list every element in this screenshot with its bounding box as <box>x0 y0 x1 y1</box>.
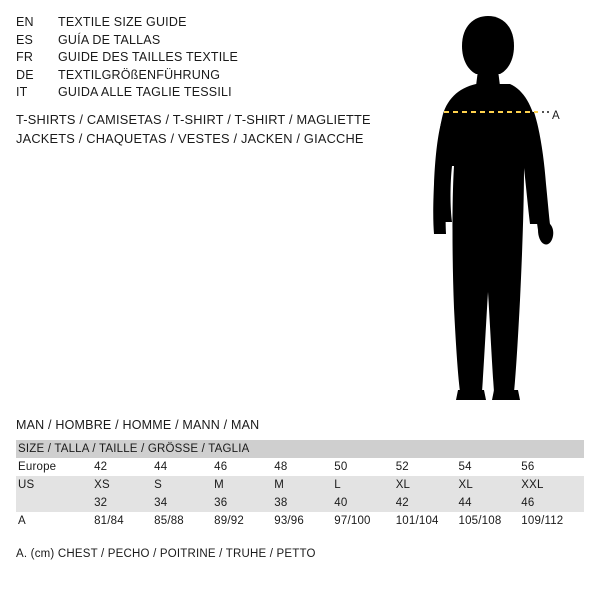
language-row <box>16 67 376 85</box>
table-row <box>16 476 584 494</box>
cell: M <box>274 476 334 494</box>
language-row <box>16 49 376 67</box>
language-title: TEXTILE SIZE GUIDE <box>58 15 187 29</box>
table-row <box>16 512 584 530</box>
language-code: IT <box>16 85 28 100</box>
figure-illustration <box>400 8 590 408</box>
language-row <box>16 84 376 102</box>
cell: 85/88 <box>154 512 214 530</box>
language-code: ES <box>16 32 34 47</box>
row-label <box>16 494 94 512</box>
language-title: GUIDE DES TAILLES TEXTILE <box>58 50 239 65</box>
cell: 81/84 <box>94 512 154 530</box>
cell: 34 <box>154 494 214 512</box>
size-table <box>16 440 584 530</box>
cell: 44 <box>458 494 521 512</box>
language-code: DE <box>16 67 34 82</box>
language-title: GUIDA ALLE TAGLIE TESSILI <box>58 85 232 100</box>
language-code: EN <box>16 15 34 29</box>
category-jackets: JACKETS / CHAQUETAS / VESTES / JACKEN / GIACCHE <box>16 131 364 146</box>
cell: 32 <box>94 494 154 512</box>
table-header-row <box>16 440 584 458</box>
language-title: GUÍA DE TALLAS <box>58 32 161 47</box>
cell: 38 <box>274 494 334 512</box>
cell: XL <box>458 476 521 494</box>
cell: S <box>154 476 214 494</box>
cell: 50 <box>334 458 395 476</box>
male-torso-silhouette-icon <box>400 8 590 408</box>
cell: 42 <box>94 458 154 476</box>
row-label: A <box>16 512 94 530</box>
cell: XXL <box>521 476 584 494</box>
measure-label-a: A <box>552 110 561 122</box>
table-header-cell: SIZE / TALLA / TAILLE / GRÖSSE / TAGLIA <box>16 440 584 458</box>
cell: 54 <box>458 458 521 476</box>
cell: L <box>334 476 395 494</box>
cell: XL <box>396 476 459 494</box>
cell: 56 <box>521 458 584 476</box>
row-label: Europe <box>16 458 94 476</box>
cell: 109/112 <box>521 512 584 530</box>
table-row <box>16 494 584 512</box>
cell: 44 <box>154 458 214 476</box>
language-row <box>16 14 376 32</box>
language-row <box>16 32 376 50</box>
cell: 52 <box>396 458 459 476</box>
table-row <box>16 458 584 476</box>
cell: 93/96 <box>274 512 334 530</box>
row-label: US <box>16 476 94 494</box>
language-list <box>16 14 376 102</box>
table-footnote: A. (cm) CHEST / PECHO / POITRINE / TRUHE / PETTO <box>16 548 316 560</box>
cell: 97/100 <box>334 512 395 530</box>
category-list <box>16 110 436 148</box>
language-title: TEXTILGRÖßENFÜHRUNG <box>58 67 221 82</box>
cell: 40 <box>334 494 395 512</box>
cell: 46 <box>214 458 274 476</box>
cell: XS <box>94 476 154 494</box>
table-title: MAN / HOMBRE / HOMME / MANN / MAN <box>16 418 260 432</box>
cell: 46 <box>521 494 584 512</box>
language-code: FR <box>16 50 34 65</box>
category-tshirts: T-SHIRTS / CAMISETAS / T-SHIRT / T-SHIRT / MAGLIETTE <box>16 112 371 127</box>
cell: 36 <box>214 494 274 512</box>
cell: 48 <box>274 458 334 476</box>
cell: M <box>214 476 274 494</box>
cell: 101/104 <box>396 512 459 530</box>
cell: 105/108 <box>458 512 521 530</box>
cell: 89/92 <box>214 512 274 530</box>
cell: 42 <box>396 494 459 512</box>
